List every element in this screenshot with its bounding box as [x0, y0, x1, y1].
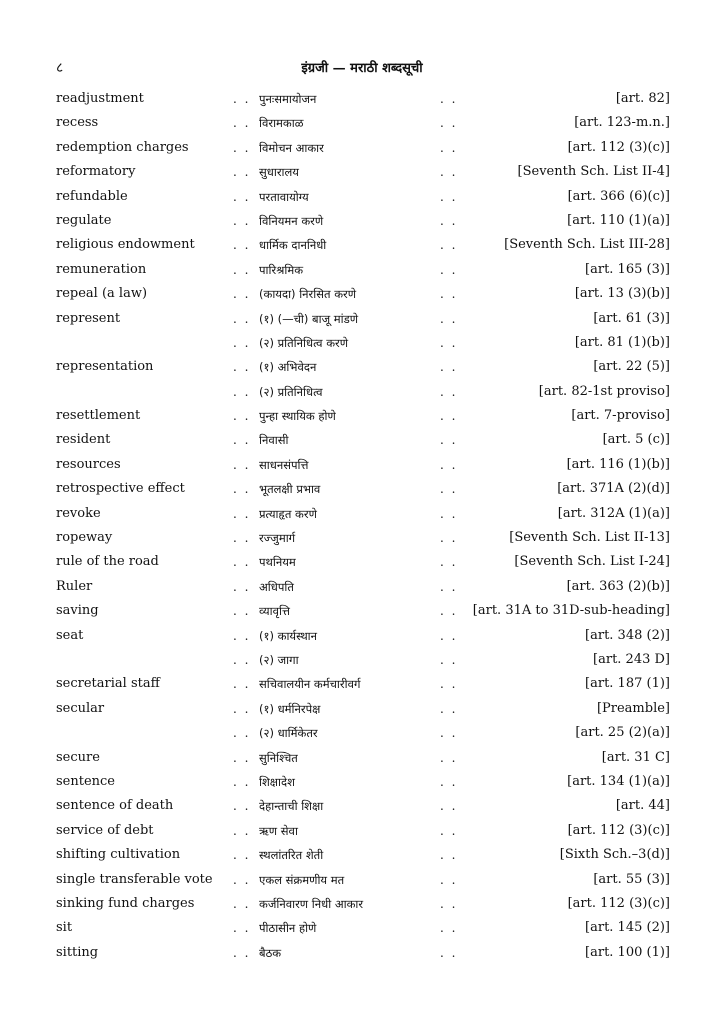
english-term: ropeway	[56, 530, 113, 546]
marathi-term: (१) अभिवेदन	[259, 360, 317, 375]
english-term: refundable	[56, 188, 128, 204]
article-reference: [art. 187 (1)]	[585, 676, 670, 692]
english-term: seat	[56, 627, 84, 643]
article-reference: [art. 348 (2)]	[585, 627, 670, 643]
leader-dots: . .	[233, 750, 251, 765]
english-term: regulate	[56, 212, 112, 228]
marathi-term: परतावायोग्य	[259, 189, 309, 204]
leader-dots: . .	[440, 213, 458, 228]
article-reference: [art. 31 C]	[601, 749, 670, 765]
article-reference: [art. 22 (5)]	[593, 359, 670, 375]
article-reference: [art. 25 (2)(a)]	[575, 725, 670, 741]
glossary-entry	[56, 794, 670, 818]
glossary-entry	[56, 892, 670, 916]
glossary-entry	[56, 916, 670, 940]
leader-dots: . .	[233, 92, 251, 106]
glossary-entry	[56, 453, 670, 477]
marathi-term: एकल संक्रमणीय मत	[259, 872, 345, 887]
leader-dots: . .	[440, 116, 458, 131]
article-reference: [art. 116 (1)(b)]	[566, 456, 670, 472]
leader-dots: . .	[233, 165, 251, 180]
marathi-term: निवासी	[259, 433, 289, 448]
article-reference: [art. 145 (2)]	[585, 920, 670, 936]
marathi-term: (२) जागा	[259, 652, 299, 667]
leader-dots: . .	[233, 945, 251, 960]
english-term: single transferable vote	[56, 871, 213, 887]
leader-dots: . .	[233, 726, 251, 741]
marathi-term: धार्मिक दाननिधी	[259, 238, 327, 253]
english-term: secretarial staff	[56, 676, 160, 692]
marathi-term: रज्जुमार्ग	[259, 531, 296, 546]
english-term: saving	[56, 603, 99, 619]
leader-dots: . .	[440, 335, 458, 350]
english-term: sentence of death	[56, 798, 174, 814]
marathi-term: पीठासीन होणे	[259, 921, 317, 936]
leader-dots: . .	[440, 896, 458, 911]
article-reference: [art. 123-m.n.]	[574, 115, 670, 131]
leader-dots: . .	[233, 140, 251, 155]
glossary-entry	[56, 941, 670, 965]
marathi-term: सुधारालय	[259, 165, 299, 180]
marathi-term: बैठक	[259, 945, 282, 960]
article-reference: [art. 165 (3)]	[585, 261, 670, 277]
marathi-term: प्रत्याहृत करणे	[259, 506, 317, 521]
glossary-entry	[56, 185, 670, 209]
marathi-term: (२) धार्मिकेतर	[259, 726, 318, 741]
english-term: sit	[56, 920, 73, 936]
marathi-term: व्यावृत्ति	[259, 604, 290, 619]
marathi-term: साधनसंपत्ति	[259, 457, 309, 472]
leader-dots: . .	[233, 604, 251, 619]
article-reference: [art. 44]	[615, 798, 670, 814]
page-title: इंग्रजी — मराठी शब्दसूची	[301, 61, 423, 76]
leader-dots: . .	[440, 604, 458, 619]
glossary-entry	[56, 624, 670, 648]
leader-dots: . .	[440, 531, 458, 546]
page-number: ८	[56, 60, 64, 76]
marathi-term: (१) (—ची) बाजू मांडणे	[259, 311, 359, 326]
leader-dots: . .	[233, 555, 251, 570]
marathi-term: विमोचन आकार	[259, 140, 324, 155]
leader-dots: . .	[440, 701, 458, 716]
leader-dots: . .	[233, 409, 251, 424]
leader-dots: . .	[440, 189, 458, 204]
leader-dots: . .	[440, 433, 458, 448]
marathi-term: शिक्षादेश	[259, 774, 295, 789]
leader-dots: . .	[233, 213, 251, 228]
glossary-entry	[56, 502, 670, 526]
article-reference: [art. 5 (c)]	[602, 432, 670, 448]
glossary-entry	[56, 746, 670, 770]
leader-dots: . .	[440, 726, 458, 741]
english-term: represent	[56, 310, 121, 326]
leader-dots: . .	[440, 750, 458, 765]
article-reference: [Preamble]	[596, 700, 670, 716]
leader-dots: . .	[233, 360, 251, 375]
english-term: repeal (a law)	[56, 286, 148, 302]
glossary-entry	[56, 209, 670, 233]
glossary-entry	[56, 282, 670, 306]
glossary-entry	[56, 111, 670, 135]
glossary-entry	[56, 258, 670, 282]
english-term: remuneration	[56, 261, 147, 277]
glossary-entry	[56, 87, 670, 111]
glossary-entry	[56, 526, 670, 550]
leader-dots: . .	[440, 384, 458, 399]
english-term: resettlement	[56, 408, 141, 424]
article-reference: [art. 134 (1)(a)]	[567, 773, 670, 789]
marathi-term: (कायदा) निरसित करणे	[259, 287, 357, 302]
glossary-entry	[56, 404, 670, 428]
marathi-term: पुनःसमायोजन	[259, 92, 317, 106]
marathi-term: (२) प्रतिनिधित्व करणे	[259, 335, 349, 350]
glossary-entry	[56, 160, 670, 184]
marathi-term: पुन्हा स्थायिक होणे	[259, 409, 336, 424]
page-header	[56, 58, 668, 78]
leader-dots: . .	[233, 238, 251, 253]
leader-dots: . .	[233, 189, 251, 204]
article-reference: [art. 55 (3)]	[593, 871, 670, 887]
leader-dots: . .	[233, 457, 251, 472]
leader-dots: . .	[233, 823, 251, 838]
leader-dots: . .	[440, 92, 458, 106]
marathi-term: (१) कार्यस्थान	[259, 628, 318, 643]
leader-dots: . .	[440, 262, 458, 277]
article-reference: [Seventh Sch. List II-13]	[509, 530, 670, 546]
english-term: revoke	[56, 505, 101, 521]
glossary-entry	[56, 599, 670, 623]
english-term: rule of the road	[56, 554, 159, 570]
marathi-term: स्थलांतरित शेती	[259, 848, 324, 863]
article-reference: [art. 31A to 31D-sub-heading]	[472, 603, 670, 619]
leader-dots: . .	[440, 799, 458, 814]
english-term: sitting	[56, 944, 99, 960]
leader-dots: . .	[440, 360, 458, 375]
english-term: secular	[56, 700, 105, 716]
leader-dots: . .	[440, 506, 458, 521]
leader-dots: . .	[233, 335, 251, 350]
glossary-entry	[56, 233, 670, 257]
marathi-term: विनियमन करणे	[259, 213, 324, 228]
article-reference: [art. 366 (6)(c)]	[567, 188, 670, 204]
glossary-entry	[56, 477, 670, 501]
article-reference: [art. 81 (1)(b)]	[574, 334, 670, 350]
english-term: shifting cultivation	[56, 847, 181, 863]
leader-dots: . .	[233, 262, 251, 277]
english-term: Ruler	[56, 578, 93, 594]
leader-dots: . .	[233, 311, 251, 326]
article-reference: [art. 312A (1)(a)]	[557, 505, 670, 521]
leader-dots: . .	[233, 701, 251, 716]
leader-dots: . .	[233, 384, 251, 399]
leader-dots: . .	[233, 287, 251, 302]
english-term: representation	[56, 359, 154, 375]
english-term: readjustment	[56, 91, 144, 106]
glossary-entry	[56, 575, 670, 599]
article-reference: [art. 100 (1)]	[585, 944, 670, 960]
glossary-entry	[56, 136, 670, 160]
leader-dots: . .	[233, 628, 251, 643]
english-term: religious endowment	[56, 237, 195, 253]
article-reference: [art. 110 (1)(a)]	[567, 212, 670, 228]
marathi-term: अधिपति	[259, 579, 294, 594]
leader-dots: . .	[233, 921, 251, 936]
leader-dots: . .	[233, 872, 251, 887]
leader-dots: . .	[440, 872, 458, 887]
leader-dots: . .	[233, 774, 251, 789]
english-term: service of debt	[56, 822, 154, 838]
article-reference: [art. 82-1st proviso]	[538, 383, 670, 399]
english-term: retrospective effect	[56, 481, 185, 497]
english-term: redemption charges	[56, 139, 189, 155]
glossary-entry	[56, 770, 670, 794]
article-reference: [art. 61 (3)]	[593, 310, 670, 326]
leader-dots: . .	[233, 482, 251, 497]
marathi-term: (२) प्रतिनिधित्व	[259, 384, 323, 399]
article-reference: [art. 112 (3)(c)]	[567, 822, 670, 838]
leader-dots: . .	[233, 579, 251, 594]
article-reference: [Sixth Sch.–3(d)]	[559, 847, 670, 863]
leader-dots: . .	[440, 848, 458, 863]
leader-dots: . .	[440, 311, 458, 326]
leader-dots: . .	[440, 409, 458, 424]
english-term: sentence	[56, 773, 116, 789]
english-term: resident	[56, 432, 111, 448]
article-reference: [Seventh Sch. List II-4]	[517, 164, 670, 180]
leader-dots: . .	[440, 823, 458, 838]
article-reference: [art. 363 (2)(b)]	[566, 578, 670, 594]
english-term: recess	[56, 115, 99, 131]
leader-dots: . .	[440, 165, 458, 180]
article-reference: [art. 371A (2)(d)]	[557, 481, 670, 497]
glossary-entry	[56, 550, 670, 574]
glossary-entry	[56, 721, 670, 745]
english-term: secure	[56, 749, 100, 765]
leader-dots: . .	[233, 652, 251, 667]
marathi-term: सचिवालयीन कर्मचारीवर्ग	[259, 677, 361, 692]
glossary-list	[56, 87, 670, 965]
leader-dots: . .	[233, 116, 251, 131]
leader-dots: . .	[440, 457, 458, 472]
english-term: sinking fund charges	[56, 895, 195, 911]
marathi-term: पथनियम	[259, 555, 296, 570]
leader-dots: . .	[440, 652, 458, 667]
leader-dots: . .	[440, 945, 458, 960]
leader-dots: . .	[233, 848, 251, 863]
marathi-term: सुनिश्चित	[259, 750, 298, 765]
glossary-entry	[56, 331, 670, 355]
leader-dots: . .	[233, 896, 251, 911]
glossary-entry	[56, 843, 670, 867]
article-reference: [art. 112 (3)(c)]	[567, 895, 670, 911]
leader-dots: . .	[440, 579, 458, 594]
leader-dots: . .	[233, 433, 251, 448]
leader-dots: . .	[440, 238, 458, 253]
glossary-entry	[56, 672, 670, 696]
leader-dots: . .	[440, 482, 458, 497]
english-term: resources	[56, 456, 121, 472]
marathi-term: विरामकाळ	[259, 116, 304, 131]
glossary-entry	[56, 380, 670, 404]
glossary-entry	[56, 868, 670, 892]
marathi-term: कर्जनिवारण निधी आकार	[259, 896, 364, 911]
english-term: reformatory	[56, 164, 136, 180]
glossary-entry	[56, 648, 670, 672]
leader-dots: . .	[440, 774, 458, 789]
glossary-entry	[56, 428, 670, 452]
leader-dots: . .	[233, 799, 251, 814]
leader-dots: . .	[440, 677, 458, 692]
leader-dots: . .	[440, 140, 458, 155]
marathi-term: (१) धर्मनिरपेक्ष	[259, 701, 321, 716]
article-reference: [art. 13 (3)(b)]	[574, 286, 670, 302]
marathi-term: पारिश्रमिक	[259, 262, 304, 277]
leader-dots: . .	[233, 531, 251, 546]
article-reference: [art. 112 (3)(c)]	[567, 139, 670, 155]
leader-dots: . .	[440, 287, 458, 302]
glossary-entry	[56, 307, 670, 331]
marathi-term: ऋण सेवा	[259, 823, 298, 838]
leader-dots: . .	[233, 506, 251, 521]
article-reference: [Seventh Sch. List I-24]	[514, 554, 670, 570]
leader-dots: . .	[233, 677, 251, 692]
glossary-entry	[56, 355, 670, 379]
article-reference: [art. 82]	[615, 91, 670, 106]
marathi-term: भूतलक्षी प्रभाव	[259, 482, 321, 497]
glossary-entry	[56, 697, 670, 721]
leader-dots: . .	[440, 628, 458, 643]
leader-dots: . .	[440, 555, 458, 570]
article-reference: [Seventh Sch. List III-28]	[504, 237, 670, 253]
leader-dots: . .	[440, 921, 458, 936]
glossary-entry	[56, 819, 670, 843]
marathi-term: देहान्ताची शिक्षा	[259, 799, 324, 814]
article-reference: [art. 243 D]	[593, 651, 670, 667]
article-reference: [art. 7-proviso]	[571, 408, 670, 424]
